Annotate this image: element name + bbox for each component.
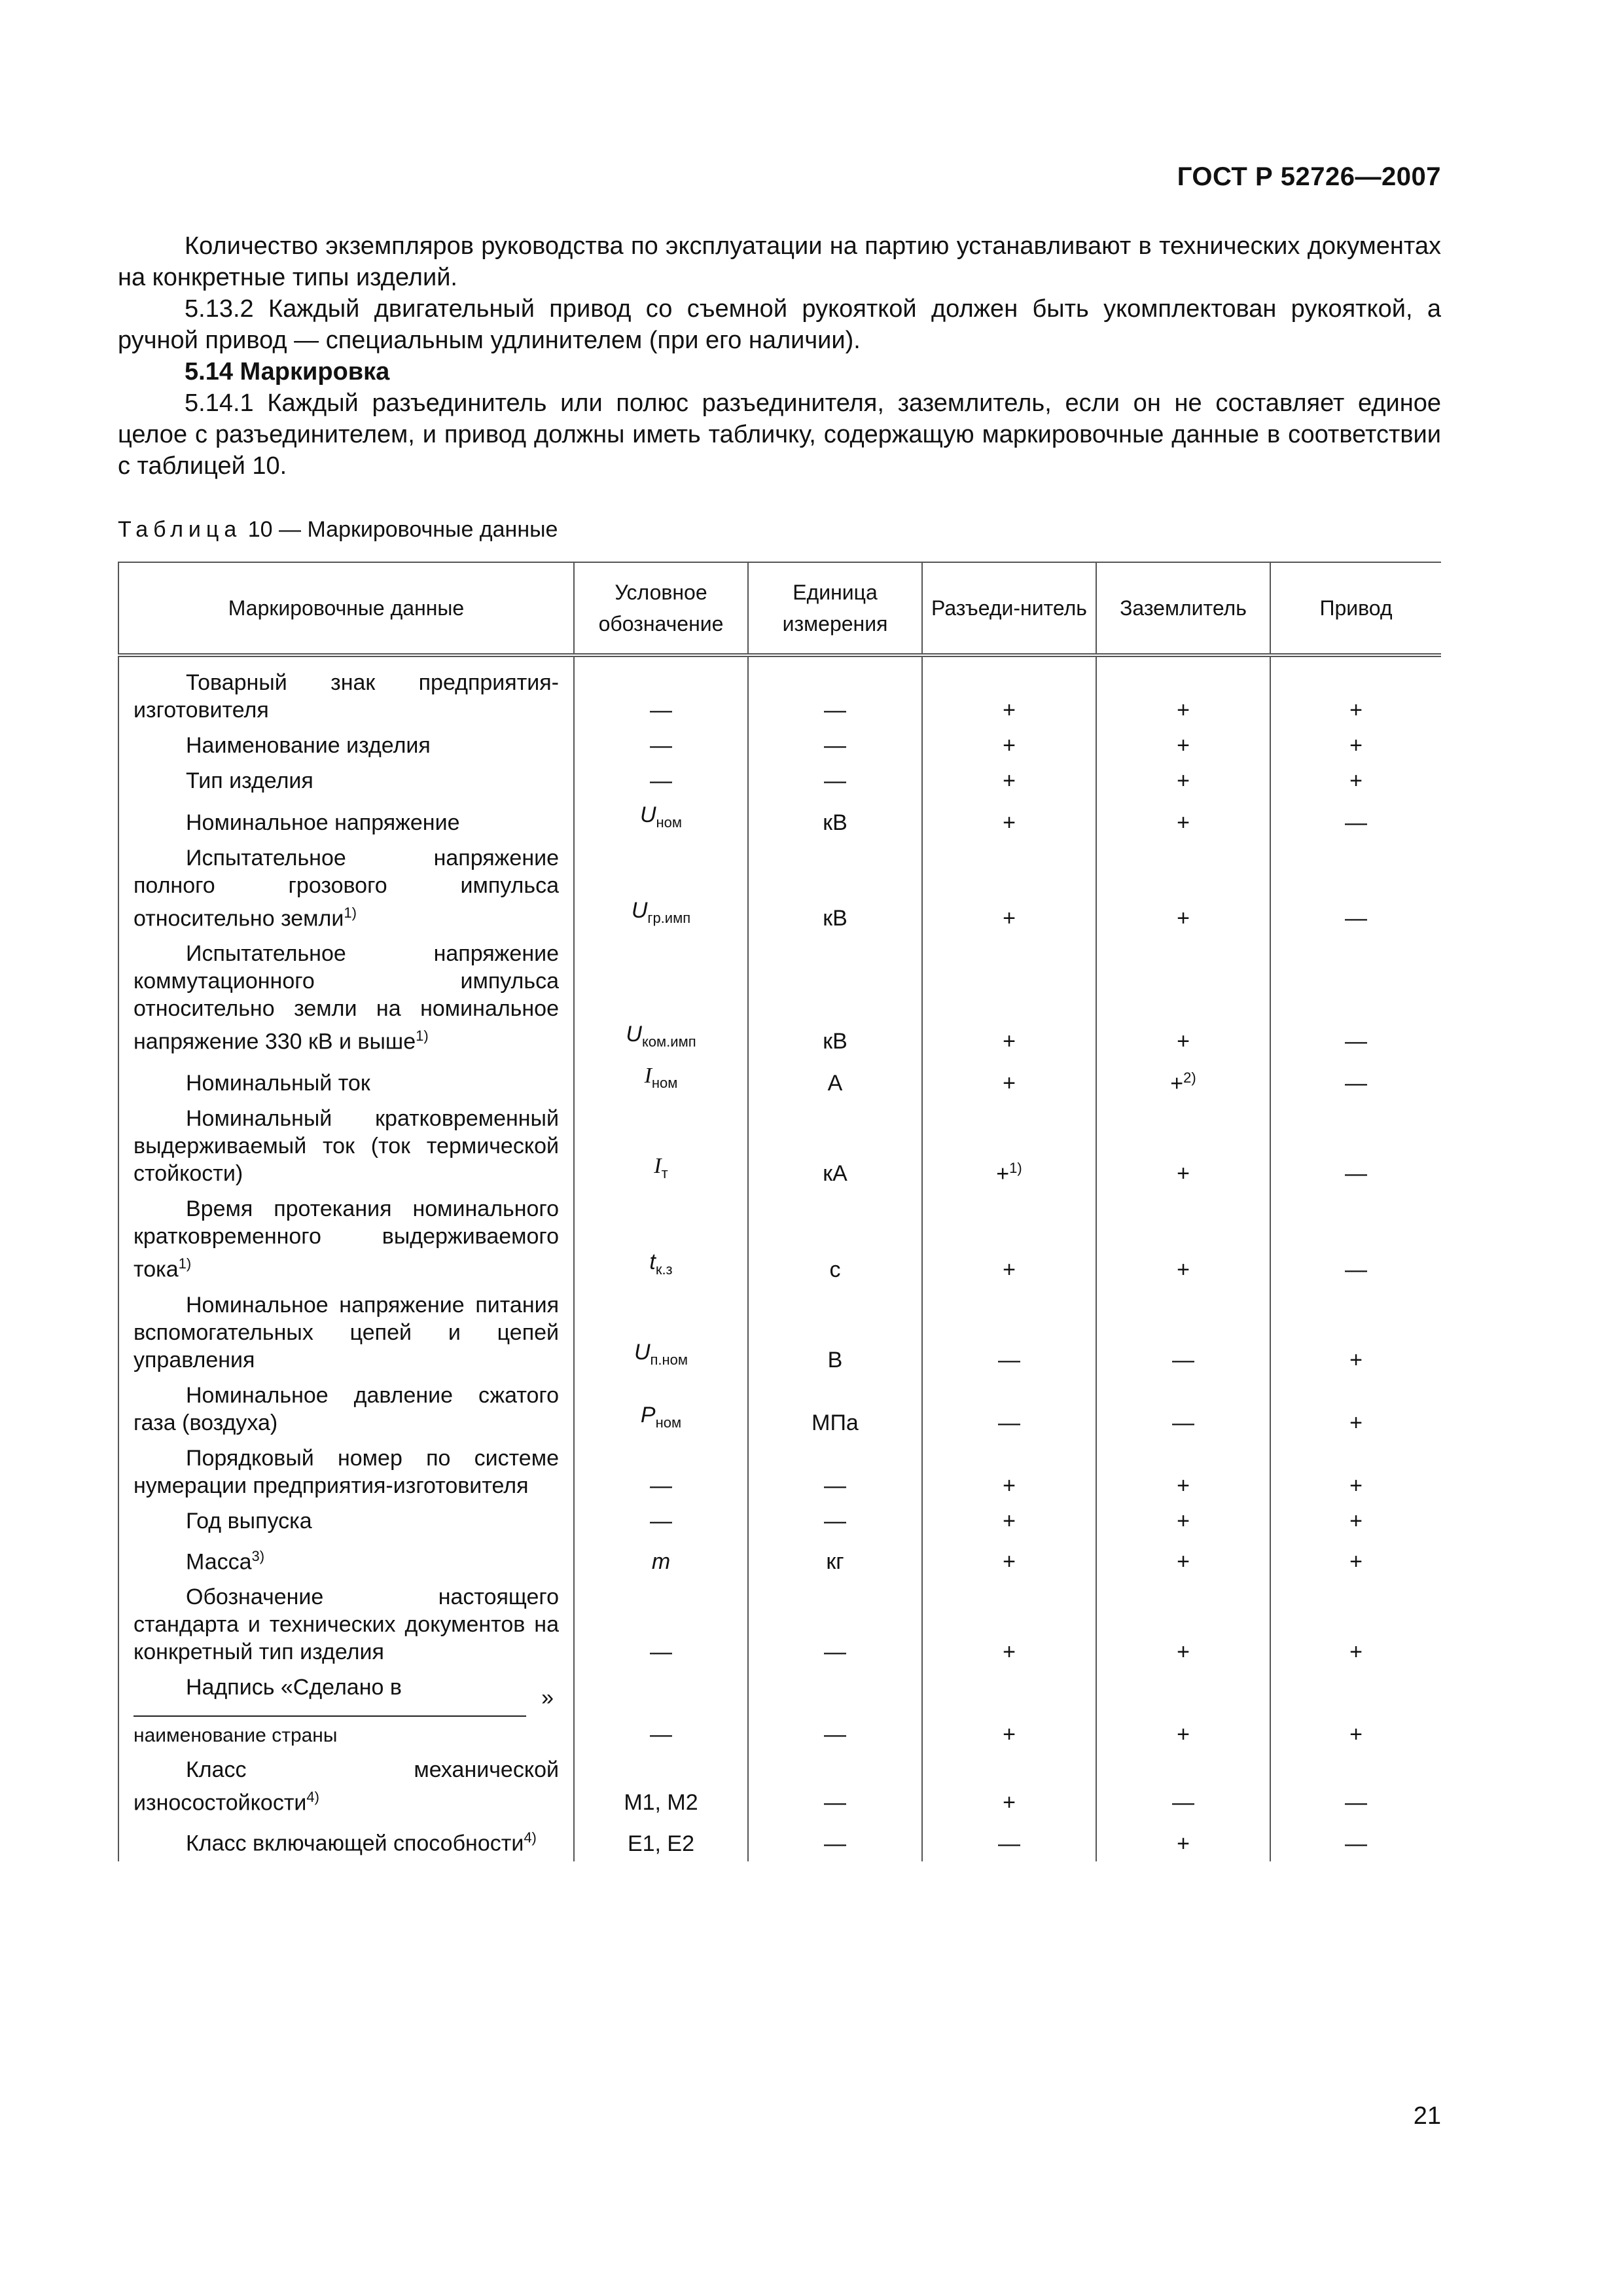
cell-marking-name bbox=[118, 1503, 574, 1539]
symbol-subscript: ном bbox=[651, 1075, 678, 1092]
applicability-mark: + bbox=[1349, 733, 1363, 758]
footnote-ref: 4) bbox=[524, 1829, 537, 1846]
cell-earthing-switch bbox=[1096, 1539, 1270, 1579]
cell-earthing-switch bbox=[1096, 840, 1270, 936]
cell-drive bbox=[1270, 1191, 1441, 1287]
applicability-mark: + bbox=[1177, 698, 1190, 723]
page-number: 21 bbox=[1413, 2102, 1441, 2130]
cell-unit: А bbox=[748, 1059, 922, 1101]
applicability-mark: + bbox=[1177, 768, 1190, 793]
applicability-mark: + bbox=[1170, 1071, 1184, 1096]
table-row bbox=[118, 1579, 1441, 1670]
cell-drive bbox=[1270, 840, 1441, 936]
table-row bbox=[118, 1503, 1441, 1539]
table-row bbox=[118, 1820, 1441, 1861]
marking-name-label: Класс включающей способности bbox=[186, 1831, 524, 1856]
table-row bbox=[118, 1539, 1441, 1579]
marking-name-text bbox=[134, 809, 559, 836]
table-row bbox=[118, 798, 1441, 840]
applicability-mark: — bbox=[1172, 1347, 1194, 1372]
marking-name-text bbox=[134, 1674, 559, 1701]
cell-earthing-switch bbox=[1096, 1287, 1270, 1378]
header-unit: Единица измерения bbox=[748, 562, 922, 655]
cell-unit: — bbox=[748, 1670, 922, 1752]
applicability-mark: — bbox=[1345, 906, 1367, 931]
cell-unit: — bbox=[748, 728, 922, 763]
cell-unit: — bbox=[748, 1752, 922, 1820]
table-row bbox=[118, 1059, 1441, 1101]
cell-symbol bbox=[574, 1101, 748, 1191]
cell-drive bbox=[1270, 1539, 1441, 1579]
cell-unit: — bbox=[748, 1579, 922, 1670]
applicability-mark: + bbox=[1177, 1639, 1190, 1664]
cell-symbol bbox=[574, 1378, 748, 1441]
applicability-mark: + bbox=[1003, 1508, 1016, 1534]
applicability-mark: + bbox=[1349, 1347, 1363, 1372]
applicability-mark: — bbox=[1345, 810, 1367, 835]
marking-name-label: Время протекания номинального кратковременного выдерживаемого тока bbox=[134, 1196, 559, 1282]
marking-name-label: Наименование изделия bbox=[186, 733, 431, 758]
cell-marking-name bbox=[118, 763, 574, 798]
marking-name-label: Товарный знак предприятия-изготовителя bbox=[134, 670, 559, 723]
cell-disconnector bbox=[922, 1287, 1096, 1378]
cell-symbol bbox=[574, 1287, 748, 1378]
cell-disconnector bbox=[922, 1752, 1096, 1820]
cell-earthing-switch bbox=[1096, 655, 1270, 728]
cell-disconnector bbox=[922, 1820, 1096, 1861]
marking-name-text bbox=[134, 1543, 559, 1575]
cell-earthing-switch bbox=[1096, 1059, 1270, 1101]
applicability-mark: — bbox=[1345, 1831, 1367, 1856]
symbol-text: — bbox=[650, 1639, 672, 1664]
marking-data-table bbox=[118, 562, 1441, 1861]
cell-unit: с bbox=[748, 1191, 922, 1287]
blank-fill-line bbox=[134, 1705, 526, 1717]
cell-earthing-switch bbox=[1096, 763, 1270, 798]
cell-marking-name bbox=[118, 728, 574, 763]
marking-name-text bbox=[134, 1195, 559, 1283]
cell-marking-name bbox=[118, 655, 574, 728]
applicability-mark: + bbox=[1003, 810, 1016, 835]
marking-name-text bbox=[134, 669, 559, 724]
cell-disconnector bbox=[922, 728, 1096, 763]
cell-symbol bbox=[574, 1191, 748, 1287]
marking-name-label: Класс механической износостойкости bbox=[134, 1757, 559, 1816]
symbol-main: U bbox=[631, 898, 648, 924]
symbol-text: Е1, Е2 bbox=[627, 1831, 695, 1856]
cell-disconnector bbox=[922, 763, 1096, 798]
applicability-mark: — bbox=[1172, 1410, 1194, 1435]
table-caption-title: 10 — Маркировочные данные bbox=[247, 517, 558, 542]
symbol-main: t bbox=[649, 1249, 656, 1274]
marking-name-label: Испытательное напряжение полного грозового импульса относительно земли bbox=[134, 845, 559, 931]
table-caption bbox=[118, 517, 558, 543]
cell-earthing-switch bbox=[1096, 1579, 1270, 1670]
cell-earthing-switch bbox=[1096, 1101, 1270, 1191]
symbol-subscript: к.з bbox=[655, 1261, 673, 1278]
marking-name-label: Порядковый номер по системе нумерации предприятия-изготовителя bbox=[134, 1445, 559, 1498]
symbol-main: U bbox=[639, 802, 656, 827]
cell-unit: — bbox=[748, 1441, 922, 1503]
applicability-mark: + bbox=[1349, 1473, 1363, 1498]
cell-marking-name bbox=[118, 1287, 574, 1378]
applicability-mark: — bbox=[998, 1410, 1020, 1435]
applicability-mark: + bbox=[1177, 1161, 1190, 1187]
cell-disconnector bbox=[922, 1191, 1096, 1287]
applicability-mark: + bbox=[1003, 1790, 1016, 1816]
symbol-text: — bbox=[650, 733, 672, 758]
cell-drive bbox=[1270, 1579, 1441, 1670]
applicability-mark: + bbox=[1177, 1549, 1190, 1574]
paragraph-5-13-2: 5.13.2 Каждый двигательный привод со съемной рукояткой должен быть укомплектован рукояткой, а ручной привод — специальным удлинителем (при его наличии). bbox=[118, 295, 1441, 354]
cell-marking-name bbox=[118, 1441, 574, 1503]
cell-unit: В bbox=[748, 1287, 922, 1378]
symbol-main: U bbox=[626, 1021, 642, 1047]
symbol-main: P bbox=[640, 1402, 656, 1427]
cell-unit: — bbox=[748, 1503, 922, 1539]
applicability-mark: — bbox=[1345, 1161, 1367, 1187]
applicability-mark: + bbox=[1177, 1029, 1190, 1054]
table-header-row bbox=[118, 562, 1441, 655]
cell-disconnector bbox=[922, 798, 1096, 840]
cell-drive bbox=[1270, 763, 1441, 798]
cell-unit: кА bbox=[748, 1101, 922, 1191]
applicability-mark: + bbox=[1003, 1029, 1016, 1054]
marking-name-label: Номинальное давление сжатого газа (воздуха) bbox=[134, 1382, 559, 1435]
applicability-mark: + bbox=[1003, 1639, 1016, 1664]
symbol-text: — bbox=[650, 1473, 672, 1498]
marking-name-label: Номинальное напряжение bbox=[186, 810, 460, 835]
cell-drive bbox=[1270, 1101, 1441, 1191]
cell-symbol bbox=[574, 1503, 748, 1539]
cell-marking-name bbox=[118, 1579, 574, 1670]
applicability-mark: + bbox=[1003, 733, 1016, 758]
cell-unit: кВ bbox=[748, 798, 922, 840]
marking-name-label: Номинальный ток bbox=[186, 1071, 370, 1096]
applicability-mark: + bbox=[1003, 1721, 1016, 1747]
symbol-subscript: ном bbox=[656, 814, 683, 831]
applicability-mark: + bbox=[1177, 1473, 1190, 1498]
applicability-mark: + bbox=[1349, 768, 1363, 793]
marking-name-label: Номинальный кратковременный выдерживаемый ток (ток термической стойкости) bbox=[134, 1106, 559, 1187]
footnote-ref: 2) bbox=[1183, 1069, 1196, 1086]
document-code-header: ГОСТ Р 52726—2007 bbox=[1177, 162, 1441, 191]
marking-name-text bbox=[134, 1756, 559, 1816]
applicability-mark: + bbox=[1177, 1721, 1190, 1747]
applicability-mark: + bbox=[1003, 906, 1016, 931]
applicability-mark: + bbox=[1177, 810, 1190, 835]
applicability-mark: + bbox=[1349, 1721, 1363, 1747]
marking-name-label: Надпись «Сделано в bbox=[186, 1674, 402, 1700]
marking-name-text bbox=[134, 844, 559, 932]
cell-drive bbox=[1270, 1670, 1441, 1752]
header-drive: Привод bbox=[1270, 562, 1441, 655]
cell-symbol bbox=[574, 840, 748, 936]
cell-drive bbox=[1270, 655, 1441, 728]
table-row bbox=[118, 1441, 1441, 1503]
body-text bbox=[118, 230, 1441, 482]
applicability-mark: + bbox=[1003, 1257, 1016, 1282]
table-row bbox=[118, 1101, 1441, 1191]
cell-marking-name bbox=[118, 1191, 574, 1287]
section-heading-5-14: 5.14 Маркировка bbox=[185, 358, 390, 386]
symbol-subscript: т bbox=[661, 1165, 668, 1182]
cell-earthing-switch bbox=[1096, 1503, 1270, 1539]
applicability-mark: + bbox=[1003, 1473, 1016, 1498]
footnote-ref: 1) bbox=[416, 1028, 429, 1045]
cell-drive bbox=[1270, 1287, 1441, 1378]
cell-unit: кВ bbox=[748, 936, 922, 1059]
symbol-main: I bbox=[654, 1154, 662, 1179]
table-row bbox=[118, 936, 1441, 1059]
footnote-ref: 1) bbox=[178, 1255, 192, 1272]
footnote-ref: 3) bbox=[251, 1547, 265, 1564]
applicability-mark: + bbox=[1177, 1508, 1190, 1534]
cell-disconnector bbox=[922, 1101, 1096, 1191]
symbol-main: U bbox=[633, 1339, 651, 1365]
marking-name-label: Масса bbox=[186, 1549, 252, 1574]
marking-data-table-wrapper bbox=[118, 562, 1441, 2077]
table-row bbox=[118, 655, 1441, 728]
cell-symbol bbox=[574, 1441, 748, 1503]
table-row bbox=[118, 1287, 1441, 1378]
cell-symbol bbox=[574, 798, 748, 840]
cell-marking-name bbox=[118, 1539, 574, 1579]
marking-name-text bbox=[134, 1824, 559, 1857]
applicability-mark: + bbox=[1003, 1071, 1016, 1096]
cell-unit: МПа bbox=[748, 1378, 922, 1441]
table-row bbox=[118, 1752, 1441, 1820]
applicability-mark: — bbox=[1345, 1029, 1367, 1054]
table-row bbox=[118, 763, 1441, 798]
applicability-mark: + bbox=[1177, 733, 1190, 758]
applicability-mark: — bbox=[998, 1347, 1020, 1372]
cell-symbol bbox=[574, 655, 748, 728]
marking-name-text bbox=[134, 1444, 559, 1499]
cell-disconnector bbox=[922, 1378, 1096, 1441]
footnote-ref: 4) bbox=[306, 1788, 319, 1805]
applicability-mark: + bbox=[1349, 698, 1363, 723]
marking-name-label: Год выпуска bbox=[186, 1508, 312, 1534]
header-disconnector: Разъеди-нитель bbox=[922, 562, 1096, 655]
table-row bbox=[118, 1378, 1441, 1441]
cell-marking-name bbox=[118, 1059, 574, 1101]
cell-marking-name bbox=[118, 1378, 574, 1441]
footnote-ref: 1) bbox=[1009, 1159, 1022, 1176]
applicability-mark: + bbox=[1349, 1639, 1363, 1664]
cell-marking-name bbox=[118, 1820, 574, 1861]
applicability-mark: + bbox=[1003, 1549, 1016, 1574]
table-row bbox=[118, 840, 1441, 936]
paragraph-5-14-1: 5.14.1 Каждый разъединитель или полюс разъединителя, заземлитель, если он не составляет единое целое с разъединителем, и привод должны иметь табличку, содержащую маркировочные данные в соответствии с таблицей 10. bbox=[118, 389, 1441, 480]
applicability-mark: + bbox=[1177, 906, 1190, 931]
table-caption-word: Таблица bbox=[118, 517, 242, 542]
table-row bbox=[118, 728, 1441, 763]
marking-name-label: Обозначение настоящего стандарта и технических документов на конкретный тип изделия bbox=[134, 1584, 559, 1664]
applicability-mark: + bbox=[1003, 698, 1016, 723]
table-row bbox=[118, 1191, 1441, 1287]
cell-drive bbox=[1270, 1820, 1441, 1861]
cell-symbol bbox=[574, 1820, 748, 1861]
cell-symbol bbox=[574, 763, 748, 798]
cell-disconnector bbox=[922, 1441, 1096, 1503]
marking-name-text bbox=[134, 1105, 559, 1187]
symbol-subscript: гр.имп bbox=[647, 910, 691, 927]
cell-earthing-switch bbox=[1096, 1752, 1270, 1820]
symbol-main: m bbox=[651, 1549, 671, 1574]
marking-name-text bbox=[134, 732, 559, 759]
cell-drive bbox=[1270, 1503, 1441, 1539]
table-row bbox=[118, 1670, 1441, 1752]
header-earthing-switch: Заземлитель bbox=[1096, 562, 1270, 655]
cell-earthing-switch bbox=[1096, 728, 1270, 763]
cell-symbol bbox=[574, 936, 748, 1059]
cell-symbol bbox=[574, 1059, 748, 1101]
cell-disconnector bbox=[922, 1059, 1096, 1101]
cell-marking-name bbox=[118, 1101, 574, 1191]
paragraph-manual-copies: Количество экземпляров руководства по эксплуатации на партию устанавливают в технических документах на конкретные типы изделий. bbox=[118, 232, 1441, 291]
cell-drive bbox=[1270, 1378, 1441, 1441]
cell-disconnector bbox=[922, 1579, 1096, 1670]
cell-disconnector bbox=[922, 1539, 1096, 1579]
symbol-text: — bbox=[650, 768, 672, 793]
symbol-main: I bbox=[644, 1064, 652, 1088]
footnote-ref: 1) bbox=[344, 904, 357, 921]
cell-earthing-switch bbox=[1096, 1441, 1270, 1503]
cell-earthing-switch bbox=[1096, 936, 1270, 1059]
cell-unit: кг bbox=[748, 1539, 922, 1579]
cell-symbol bbox=[574, 728, 748, 763]
cell-disconnector bbox=[922, 840, 1096, 936]
marking-name-text bbox=[134, 1291, 559, 1374]
header-marking-data: Маркировочные данные bbox=[118, 562, 574, 655]
applicability-mark: + bbox=[1349, 1410, 1363, 1435]
symbol-subscript: п.ном bbox=[650, 1351, 688, 1368]
closing-quote: » bbox=[541, 1685, 554, 1710]
marking-name-text bbox=[134, 940, 559, 1055]
symbol-text: — bbox=[650, 1721, 672, 1747]
cell-drive bbox=[1270, 936, 1441, 1059]
symbol-text: — bbox=[650, 698, 672, 723]
applicability-mark: + bbox=[1177, 1831, 1190, 1856]
applicability-mark: + bbox=[1349, 1549, 1363, 1574]
cell-disconnector bbox=[922, 655, 1096, 728]
applicability-mark: — bbox=[1172, 1790, 1194, 1816]
symbol-text: — bbox=[650, 1508, 672, 1534]
applicability-mark: — bbox=[998, 1831, 1020, 1856]
cell-earthing-switch bbox=[1096, 1378, 1270, 1441]
cell-marking-name bbox=[118, 1752, 574, 1820]
symbol-subscript: ном bbox=[655, 1414, 682, 1431]
marking-name-text bbox=[134, 1583, 559, 1666]
marking-name-text bbox=[134, 1382, 559, 1437]
applicability-mark: — bbox=[1345, 1790, 1367, 1816]
country-name-caption: наименование страны bbox=[134, 1724, 338, 1746]
cell-drive bbox=[1270, 1441, 1441, 1503]
cell-marking-name bbox=[118, 840, 574, 936]
applicability-mark: + bbox=[1003, 768, 1016, 793]
cell-symbol bbox=[574, 1670, 748, 1752]
cell-marking-name bbox=[118, 936, 574, 1059]
cell-symbol bbox=[574, 1539, 748, 1579]
cell-unit: — bbox=[748, 655, 922, 728]
cell-earthing-switch bbox=[1096, 1191, 1270, 1287]
marking-name-text bbox=[134, 1507, 559, 1535]
cell-marking-name bbox=[118, 798, 574, 840]
cell-symbol bbox=[574, 1579, 748, 1670]
cell-disconnector bbox=[922, 1503, 1096, 1539]
applicability-mark: — bbox=[1345, 1071, 1367, 1096]
cell-earthing-switch bbox=[1096, 1820, 1270, 1861]
marking-name-text bbox=[134, 1069, 559, 1097]
marking-name-text bbox=[134, 767, 559, 795]
cell-drive bbox=[1270, 1752, 1441, 1820]
cell-drive bbox=[1270, 1059, 1441, 1101]
cell-drive bbox=[1270, 728, 1441, 763]
cell-unit: — bbox=[748, 1820, 922, 1861]
applicability-mark: — bbox=[1345, 1257, 1367, 1282]
applicability-mark: + bbox=[1177, 1257, 1190, 1282]
cell-disconnector bbox=[922, 1670, 1096, 1752]
cell-earthing-switch bbox=[1096, 1670, 1270, 1752]
marking-name-label: Номинальное напряжение питания вспомогательных цепей и цепей управления bbox=[134, 1292, 559, 1372]
header-symbol: Условное обозначение bbox=[574, 562, 748, 655]
cell-earthing-switch bbox=[1096, 798, 1270, 840]
cell-unit: — bbox=[748, 763, 922, 798]
marking-name-label: Тип изделия bbox=[186, 768, 313, 793]
cell-marking-name bbox=[118, 1670, 574, 1752]
applicability-mark: + bbox=[996, 1161, 1010, 1187]
cell-disconnector bbox=[922, 936, 1096, 1059]
applicability-mark: + bbox=[1349, 1508, 1363, 1534]
symbol-text: М1, М2 bbox=[624, 1790, 698, 1816]
cell-unit: кВ bbox=[748, 840, 922, 936]
marking-name-label: Испытательное напряжение коммутационного импульса относительно земли на номинальное напряжение 330 кВ и выше bbox=[134, 941, 559, 1054]
symbol-subscript: ком.имп bbox=[641, 1033, 696, 1050]
cell-symbol bbox=[574, 1752, 748, 1820]
cell-drive bbox=[1270, 798, 1441, 840]
